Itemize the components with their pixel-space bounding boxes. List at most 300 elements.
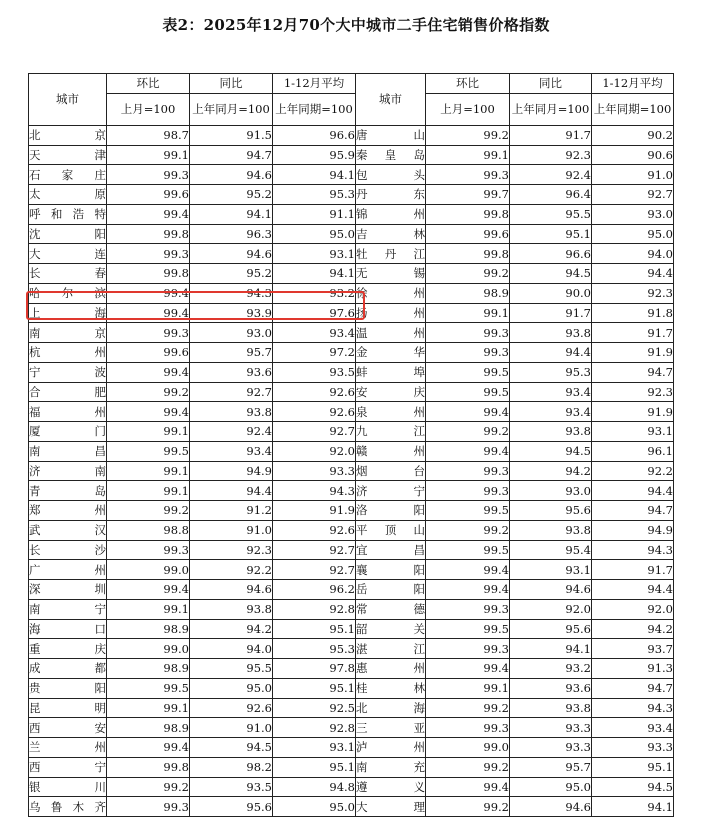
yoy-cell-left: 93.8: [190, 402, 273, 422]
mom-cell-right: 99.4: [426, 560, 510, 580]
mom-cell-right: 99.3: [426, 481, 510, 501]
avg-cell-right: 91.3: [592, 659, 674, 679]
city-cell-left: 南昌: [29, 441, 107, 461]
mom-cell-right: 99.4: [426, 777, 510, 797]
yoy-cell-left: 94.7: [190, 145, 273, 165]
city-cell-right: 安庆: [356, 382, 426, 402]
mom-cell-left: 99.8: [107, 264, 190, 284]
avg-cell-right: 92.2: [592, 461, 674, 481]
yoy-cell-left: 91.2: [190, 501, 273, 521]
yoy-cell-right: 92.3: [510, 145, 592, 165]
city-cell-right: 烟台: [356, 461, 426, 481]
avg-cell-left: 93.3: [273, 461, 356, 481]
mom-cell-right: 99.4: [426, 441, 510, 461]
mom-cell-left: 99.2: [107, 501, 190, 521]
avg-cell-right: 94.7: [592, 501, 674, 521]
mom-cell-left: 99.4: [107, 362, 190, 382]
yoy-cell-right: 95.0: [510, 777, 592, 797]
avg-cell-left: 97.8: [273, 659, 356, 679]
avg-cell-right: 90.2: [592, 125, 674, 145]
city-cell-left: 宁波: [29, 362, 107, 382]
yoy-cell-right: 91.7: [510, 125, 592, 145]
city-cell-right: 南充: [356, 757, 426, 777]
city-header-left: 城市: [29, 74, 107, 126]
city-cell-right: 泸州: [356, 738, 426, 758]
city-cell-left: 深圳: [29, 580, 107, 600]
mom-cell-right: 99.2: [426, 797, 510, 817]
avg-cell-left: 97.6: [273, 303, 356, 323]
city-cell-right: 蚌埠: [356, 362, 426, 382]
table-row: [29, 540, 674, 560]
avg-cell-left: 94.3: [273, 481, 356, 501]
city-cell-left: 郑州: [29, 501, 107, 521]
city-cell-left: 成都: [29, 659, 107, 679]
mom-cell-left: 98.7: [107, 125, 190, 145]
table-row: [29, 283, 674, 303]
avg-cell-right: 94.4: [592, 264, 674, 284]
avg-cell-left: 92.7: [273, 560, 356, 580]
yoy-cell-right: 93.0: [510, 481, 592, 501]
city-cell-left: 哈尔滨: [29, 283, 107, 303]
mom-cell-right: 99.1: [426, 145, 510, 165]
mom-cell-right: 99.2: [426, 422, 510, 442]
table-row: [29, 718, 674, 738]
mom-cell-left: 99.1: [107, 599, 190, 619]
mom-cell-left: 99.6: [107, 185, 190, 205]
mom-base-right: 上月=100: [426, 93, 510, 125]
mom-cell-left: 99.1: [107, 481, 190, 501]
avg-cell-right: 91.8: [592, 303, 674, 323]
yoy-cell-right: 94.6: [510, 797, 592, 817]
mom-cell-left: 98.9: [107, 659, 190, 679]
avg-cell-right: 90.6: [592, 145, 674, 165]
mom-cell-left: 99.8: [107, 757, 190, 777]
mom-cell-left: 99.3: [107, 244, 190, 264]
avg-cell-right: 94.5: [592, 777, 674, 797]
yoy-cell-left: 95.5: [190, 659, 273, 679]
avg-cell-left: 95.1: [273, 678, 356, 698]
table-row: [29, 520, 674, 540]
yoy-cell-right: 93.8: [510, 698, 592, 718]
table-row: [29, 422, 674, 442]
table-row: [29, 698, 674, 718]
avg-cell-right: 92.7: [592, 185, 674, 205]
mom-cell-left: 99.1: [107, 698, 190, 718]
yoy-cell-right: 94.2: [510, 461, 592, 481]
avg-cell-left: 96.6: [273, 125, 356, 145]
yoy-cell-right: 93.2: [510, 659, 592, 679]
avg-cell-right: 93.4: [592, 718, 674, 738]
table-row: [29, 560, 674, 580]
avg-cell-left: 96.2: [273, 580, 356, 600]
mom-cell-right: 99.3: [426, 323, 510, 343]
avg-cell-left: 92.7: [273, 540, 356, 560]
yoy-cell-left: 94.1: [190, 204, 273, 224]
city-cell-right: 九江: [356, 422, 426, 442]
mom-cell-left: 99.2: [107, 777, 190, 797]
city-cell-right: 北海: [356, 698, 426, 718]
city-cell-left: 长春: [29, 264, 107, 284]
table-row: [29, 343, 674, 363]
yoy-cell-left: 92.7: [190, 382, 273, 402]
mom-cell-right: 99.0: [426, 738, 510, 758]
mom-cell-right: 99.5: [426, 362, 510, 382]
table-row: [29, 323, 674, 343]
mom-cell-right: 99.1: [426, 303, 510, 323]
yoy-cell-left: 94.4: [190, 481, 273, 501]
avg-cell-right: 93.7: [592, 639, 674, 659]
mom-cell-left: 99.5: [107, 441, 190, 461]
mom-cell-right: 99.3: [426, 599, 510, 619]
avg-cell-left: 91.9: [273, 501, 356, 521]
yoy-cell-left: 91.5: [190, 125, 273, 145]
mom-cell-right: 99.4: [426, 402, 510, 422]
city-cell-left: 大连: [29, 244, 107, 264]
city-cell-left: 厦门: [29, 422, 107, 442]
mom-cell-right: 99.6: [426, 224, 510, 244]
mom-cell-right: 99.1: [426, 678, 510, 698]
avg-cell-right: 91.7: [592, 560, 674, 580]
table-row: [29, 264, 674, 284]
city-cell-right: 包头: [356, 165, 426, 185]
yoy-cell-left: 95.0: [190, 678, 273, 698]
avg-base-right: 上年同期=100: [592, 93, 674, 125]
table-row: [29, 441, 674, 461]
avg-cell-left: 93.2: [273, 283, 356, 303]
city-cell-right: 秦皇岛: [356, 145, 426, 165]
city-cell-left: 济南: [29, 461, 107, 481]
table-row: [29, 125, 674, 145]
price-index-table: [28, 73, 674, 817]
mom-cell-right: 99.8: [426, 244, 510, 264]
mom-cell-left: 98.9: [107, 619, 190, 639]
avg-header-right: 1-12月平均: [592, 74, 674, 94]
mom-cell-left: 99.3: [107, 797, 190, 817]
yoy-cell-right: 93.3: [510, 738, 592, 758]
avg-cell-left: 95.0: [273, 224, 356, 244]
yoy-cell-left: 92.4: [190, 422, 273, 442]
avg-cell-right: 94.3: [592, 698, 674, 718]
table-row: [29, 224, 674, 244]
avg-cell-left: 92.7: [273, 422, 356, 442]
yoy-cell-left: 92.6: [190, 698, 273, 718]
avg-cell-left: 95.3: [273, 639, 356, 659]
yoy-cell-right: 94.6: [510, 580, 592, 600]
mom-cell-right: 99.2: [426, 698, 510, 718]
city-cell-left: 长沙: [29, 540, 107, 560]
mom-cell-right: 98.9: [426, 283, 510, 303]
mom-cell-left: 99.4: [107, 580, 190, 600]
mom-cell-right: 99.5: [426, 540, 510, 560]
city-cell-left: 呼和浩特: [29, 204, 107, 224]
table-row: [29, 362, 674, 382]
mom-cell-right: 99.8: [426, 204, 510, 224]
avg-cell-right: 94.7: [592, 362, 674, 382]
avg-cell-left: 92.8: [273, 599, 356, 619]
yoy-cell-left: 94.5: [190, 738, 273, 758]
avg-cell-left: 95.0: [273, 797, 356, 817]
city-cell-right: 韶关: [356, 619, 426, 639]
mom-cell-left: 99.3: [107, 165, 190, 185]
yoy-cell-right: 93.8: [510, 323, 592, 343]
city-cell-right: 泉州: [356, 402, 426, 422]
avg-cell-right: 94.3: [592, 540, 674, 560]
avg-cell-right: 94.2: [592, 619, 674, 639]
yoy-cell-right: 95.6: [510, 619, 592, 639]
yoy-cell-right: 93.8: [510, 422, 592, 442]
yoy-cell-left: 92.3: [190, 540, 273, 560]
avg-cell-right: 91.9: [592, 343, 674, 363]
avg-cell-right: 95.0: [592, 224, 674, 244]
mom-cell-left: 99.4: [107, 283, 190, 303]
city-cell-left: 北京: [29, 125, 107, 145]
mom-cell-right: 99.5: [426, 382, 510, 402]
mom-header-right: 环比: [426, 74, 510, 94]
city-cell-left: 兰州: [29, 738, 107, 758]
city-cell-right: 赣州: [356, 441, 426, 461]
mom-header-left: 环比: [107, 74, 190, 94]
avg-cell-right: 94.1: [592, 797, 674, 817]
yoy-cell-left: 94.6: [190, 580, 273, 600]
city-cell-right: 扬州: [356, 303, 426, 323]
yoy-header-right: 同比: [510, 74, 592, 94]
yoy-cell-right: 90.0: [510, 283, 592, 303]
city-cell-right: 丹东: [356, 185, 426, 205]
yoy-cell-right: 93.4: [510, 402, 592, 422]
avg-cell-left: 93.5: [273, 362, 356, 382]
city-cell-left: 广州: [29, 560, 107, 580]
city-cell-right: 遵义: [356, 777, 426, 797]
yoy-cell-left: 95.2: [190, 264, 273, 284]
avg-cell-right: 94.4: [592, 580, 674, 600]
mom-cell-left: 99.1: [107, 422, 190, 442]
table-row: [29, 738, 674, 758]
yoy-cell-left: 93.4: [190, 441, 273, 461]
yoy-cell-left: 95.6: [190, 797, 273, 817]
table-row: [29, 659, 674, 679]
avg-cell-left: 92.6: [273, 382, 356, 402]
avg-cell-left: 92.5: [273, 698, 356, 718]
yoy-cell-left: 92.2: [190, 560, 273, 580]
avg-cell-left: 95.3: [273, 185, 356, 205]
city-cell-right: 徐州: [356, 283, 426, 303]
yoy-cell-left: 96.3: [190, 224, 273, 244]
mom-cell-left: 99.4: [107, 402, 190, 422]
yoy-header-left: 同比: [190, 74, 273, 94]
city-cell-left: 太原: [29, 185, 107, 205]
avg-cell-right: 94.9: [592, 520, 674, 540]
yoy-cell-right: 94.5: [510, 264, 592, 284]
yoy-cell-left: 95.7: [190, 343, 273, 363]
mom-cell-right: 99.3: [426, 165, 510, 185]
city-cell-left: 天津: [29, 145, 107, 165]
mom-cell-left: 98.8: [107, 520, 190, 540]
city-cell-right: 温州: [356, 323, 426, 343]
mom-cell-right: 99.2: [426, 757, 510, 777]
table-title: 表2：2025年12月70个大中城市二手住宅销售价格指数: [162, 16, 550, 34]
avg-cell-left: 91.1: [273, 204, 356, 224]
table-row: [29, 501, 674, 521]
yoy-cell-left: 93.0: [190, 323, 273, 343]
mom-cell-right: 99.2: [426, 125, 510, 145]
table-row: [29, 303, 674, 323]
table-row: [29, 185, 674, 205]
city-cell-left: 沈阳: [29, 224, 107, 244]
mom-cell-right: 99.2: [426, 264, 510, 284]
avg-cell-left: 92.8: [273, 718, 356, 738]
yoy-cell-left: 94.3: [190, 283, 273, 303]
yoy-cell-right: 96.6: [510, 244, 592, 264]
mom-cell-right: 99.5: [426, 501, 510, 521]
table-row: [29, 580, 674, 600]
mom-cell-right: 99.3: [426, 461, 510, 481]
city-cell-left: 海口: [29, 619, 107, 639]
mom-cell-left: 99.3: [107, 323, 190, 343]
city-cell-left: 乌鲁木齐: [29, 797, 107, 817]
mom-cell-right: 99.2: [426, 520, 510, 540]
avg-cell-right: 92.3: [592, 382, 674, 402]
avg-cell-left: 93.4: [273, 323, 356, 343]
mom-cell-left: 99.3: [107, 540, 190, 560]
table-row: [29, 244, 674, 264]
avg-cell-left: 92.0: [273, 441, 356, 461]
avg-cell-right: 93.0: [592, 204, 674, 224]
city-cell-left: 杭州: [29, 343, 107, 363]
avg-cell-left: 97.2: [273, 343, 356, 363]
city-cell-left: 武汉: [29, 520, 107, 540]
mom-cell-left: 99.4: [107, 738, 190, 758]
table-body: [29, 125, 674, 816]
yoy-cell-right: 91.7: [510, 303, 592, 323]
yoy-cell-left: 91.0: [190, 718, 273, 738]
mom-cell-left: 99.1: [107, 461, 190, 481]
avg-cell-right: 91.7: [592, 323, 674, 343]
avg-cell-right: 94.0: [592, 244, 674, 264]
yoy-cell-right: 95.5: [510, 204, 592, 224]
city-cell-right: 惠州: [356, 659, 426, 679]
city-cell-right: 无锡: [356, 264, 426, 284]
yoy-cell-left: 93.9: [190, 303, 273, 323]
table-row: [29, 165, 674, 185]
city-cell-right: 三亚: [356, 718, 426, 738]
mom-cell-left: 99.0: [107, 560, 190, 580]
yoy-base-left: 上年同月=100: [190, 93, 273, 125]
city-cell-left: 西宁: [29, 757, 107, 777]
mom-cell-left: 99.0: [107, 639, 190, 659]
table-row: [29, 204, 674, 224]
avg-cell-left: 92.6: [273, 520, 356, 540]
mom-cell-right: 99.3: [426, 639, 510, 659]
yoy-cell-right: 93.4: [510, 382, 592, 402]
mom-cell-right: 99.3: [426, 343, 510, 363]
mom-base-left: 上月=100: [107, 93, 190, 125]
yoy-cell-left: 94.6: [190, 165, 273, 185]
yoy-cell-right: 95.6: [510, 501, 592, 521]
city-cell-right: 桂林: [356, 678, 426, 698]
mom-cell-right: 99.3: [426, 718, 510, 738]
mom-cell-left: 99.2: [107, 382, 190, 402]
avg-cell-left: 94.8: [273, 777, 356, 797]
city-cell-right: 洛阳: [356, 501, 426, 521]
mom-cell-left: 99.8: [107, 224, 190, 244]
avg-cell-right: 91.0: [592, 165, 674, 185]
table-row: [29, 145, 674, 165]
avg-cell-left: 93.1: [273, 738, 356, 758]
city-cell-right: 锦州: [356, 204, 426, 224]
avg-cell-right: 92.3: [592, 283, 674, 303]
table-row: [29, 461, 674, 481]
city-cell-left: 贵阳: [29, 678, 107, 698]
yoy-cell-right: 95.7: [510, 757, 592, 777]
city-cell-right: 常德: [356, 599, 426, 619]
avg-cell-right: 92.0: [592, 599, 674, 619]
city-cell-right: 金华: [356, 343, 426, 363]
city-header-right: 城市: [356, 74, 426, 126]
city-cell-right: 济宁: [356, 481, 426, 501]
city-cell-right: 岳阳: [356, 580, 426, 600]
yoy-cell-right: 94.1: [510, 639, 592, 659]
city-cell-right: 吉林: [356, 224, 426, 244]
city-cell-left: 南宁: [29, 599, 107, 619]
yoy-cell-right: 93.3: [510, 718, 592, 738]
yoy-cell-right: 96.4: [510, 185, 592, 205]
yoy-cell-left: 98.2: [190, 757, 273, 777]
avg-cell-left: 92.6: [273, 402, 356, 422]
yoy-cell-right: 94.4: [510, 343, 592, 363]
table-row: [29, 639, 674, 659]
avg-cell-left: 94.1: [273, 264, 356, 284]
yoy-cell-left: 95.2: [190, 185, 273, 205]
table-row: [29, 402, 674, 422]
city-cell-right: 大理: [356, 797, 426, 817]
yoy-cell-left: 94.6: [190, 244, 273, 264]
yoy-cell-left: 93.8: [190, 599, 273, 619]
yoy-cell-left: 93.6: [190, 362, 273, 382]
city-cell-right: 湛江: [356, 639, 426, 659]
yoy-base-right: 上年同月=100: [510, 93, 592, 125]
yoy-cell-right: 93.1: [510, 560, 592, 580]
city-cell-left: 昆明: [29, 698, 107, 718]
table-row: [29, 619, 674, 639]
mom-cell-right: 99.4: [426, 659, 510, 679]
city-cell-left: 南京: [29, 323, 107, 343]
city-cell-right: 襄阳: [356, 560, 426, 580]
yoy-cell-left: 94.2: [190, 619, 273, 639]
city-cell-left: 福州: [29, 402, 107, 422]
table-row: [29, 678, 674, 698]
mom-cell-right: 99.4: [426, 580, 510, 600]
mom-cell-left: 99.5: [107, 678, 190, 698]
city-cell-left: 青岛: [29, 481, 107, 501]
table-row: [29, 599, 674, 619]
yoy-cell-left: 91.0: [190, 520, 273, 540]
yoy-cell-right: 95.3: [510, 362, 592, 382]
city-cell-right: 宜昌: [356, 540, 426, 560]
mom-cell-left: 99.6: [107, 343, 190, 363]
yoy-cell-right: 95.4: [510, 540, 592, 560]
avg-cell-left: 93.1: [273, 244, 356, 264]
yoy-cell-right: 92.0: [510, 599, 592, 619]
avg-cell-left: 94.1: [273, 165, 356, 185]
city-cell-left: 西安: [29, 718, 107, 738]
mom-cell-left: 99.4: [107, 303, 190, 323]
table-row: [29, 382, 674, 402]
yoy-cell-left: 94.9: [190, 461, 273, 481]
avg-header-left: 1-12月平均: [273, 74, 356, 94]
table-row: [29, 481, 674, 501]
city-cell-left: 上海: [29, 303, 107, 323]
city-cell-left: 银川: [29, 777, 107, 797]
